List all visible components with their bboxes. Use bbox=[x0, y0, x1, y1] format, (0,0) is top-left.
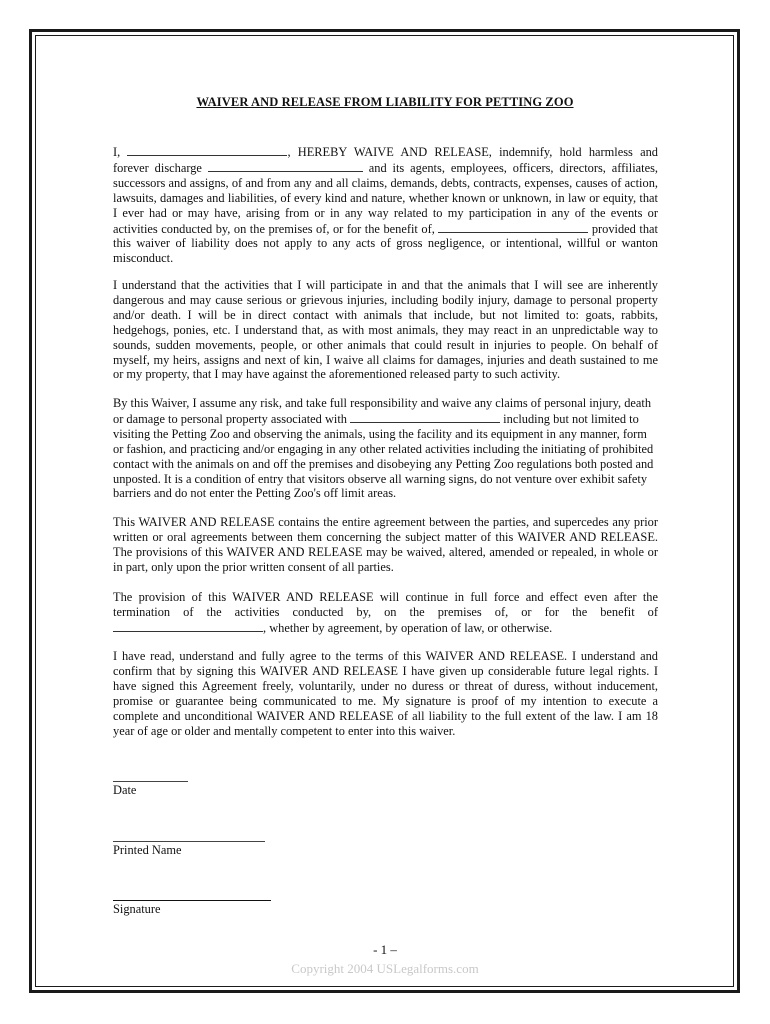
released-party-blank[interactable] bbox=[208, 160, 363, 172]
paragraph-entire-agreement: This WAIVER AND RELEASE contains the entire agreement between the parties, and supercedes any prior written or oral agreements between them concerning the subject matter of this WAIVER AND RELEASE. The provisions of this WAIVER AND RELEASE may be waived, altered, amended or repealed, in whole or in part, only upon the prior written consent of all parties. bbox=[113, 515, 658, 574]
paragraph-risks: I understand that the activities that I will participate in and that the animals that I will see are inherently dangerous and may cause serious or grievous injuries, including bodily injury, damage to personal property and/or death. I will be in direct contact with animals that include, but not limited to: goats, rabbits, hedgehogs, ponies, etc. I understand that, as with most animals, they may react in an unpredictable way to sounds, sudden movements, people, or other animals that could result in injuries to people. On behalf of myself, my heirs, assigns and next of kin, I waive all claims for damages, injuries and death sustained to me or my property, that I may have against the aforementioned released party to such activity. bbox=[113, 278, 658, 382]
signature-label: Signature bbox=[113, 902, 161, 916]
activity-party-blank[interactable] bbox=[350, 411, 500, 423]
participant-name-blank[interactable] bbox=[127, 144, 287, 156]
benefit-party-blank[interactable] bbox=[438, 221, 588, 233]
printed-name-line[interactable] bbox=[113, 841, 265, 842]
paragraph-assume-risk: By this Waiver, I assume any risk, and take full responsibility and waive any claims of personal injury, death or damage to personal property associated with including but not limited to visiting the Petting Zoo and observing the animals, using the facility and its equipment in any manner, form or fashion, and practicing and/or engaging in any other related activities including the initiating of prohibited contact with the animals on and off the premises and disobeying any Petting Zoo regulations both posted and unposted. It is a condition of entry that visitors observe all warning signs, do not venture over exhibit safety barriers and do not enter the Petting Zoo's off limit areas. bbox=[113, 396, 654, 501]
continuation-party-blank[interactable] bbox=[113, 620, 263, 632]
date-label: Date bbox=[113, 783, 137, 797]
page-number: - 1 – bbox=[373, 942, 397, 957]
paragraph-acknowledgement: I have read, understand and fully agree to the terms of this WAIVER AND RELEASE. I understand and confirm that by signing this WAIVER AND RELEASE I have given up considerable future legal rights. I have signed this Agreement freely, voluntarily, under no duress or threat of duress, without inducement, promise or guarantee being communicated to me. My signature is proof of my intention to execute a complete and unconditional WAIVER AND RELEASE of all liability to the full extent of the law. I am 18 year of age or older and mentally competent to enter into this waiver. bbox=[113, 649, 658, 738]
document-title: WAIVER AND RELEASE FROM LIABILITY FOR PETTING ZOO bbox=[196, 95, 574, 109]
printed-name-label: Printed Name bbox=[113, 843, 182, 857]
paragraph-continuation: The provision of this WAIVER AND RELEASE will continue in full force and effect even after the termination of the activities conducted by, on the premises of, or for the benefit of , whether by agreement, by operation of law, or otherwise. bbox=[113, 590, 658, 635]
paragraph-waiver: I, , HEREBY WAIVE AND RELEASE, indemnify, hold harmless and forever discharge and its agents, employees, officers, directors, affiliates, successors and assigns, of and from any and all claims, demands, debts, contracts, expenses, causes of action, lawsuits, damages and liabilities, of every kind and nature, whether known or unknown, in law or equity, that I ever had or may have, arising from or in any way related to my participation in any of the events or activities conducted by, on the premises of, or for the benefit of, provided that this waiver of liability does not apply to any acts of gross negligence, or intentional, willful or wanton misconduct. bbox=[113, 145, 658, 266]
copyright-watermark: Copyright 2004 USLegalforms.com bbox=[291, 961, 479, 976]
date-line[interactable] bbox=[113, 781, 188, 782]
signature-line[interactable] bbox=[113, 900, 271, 901]
